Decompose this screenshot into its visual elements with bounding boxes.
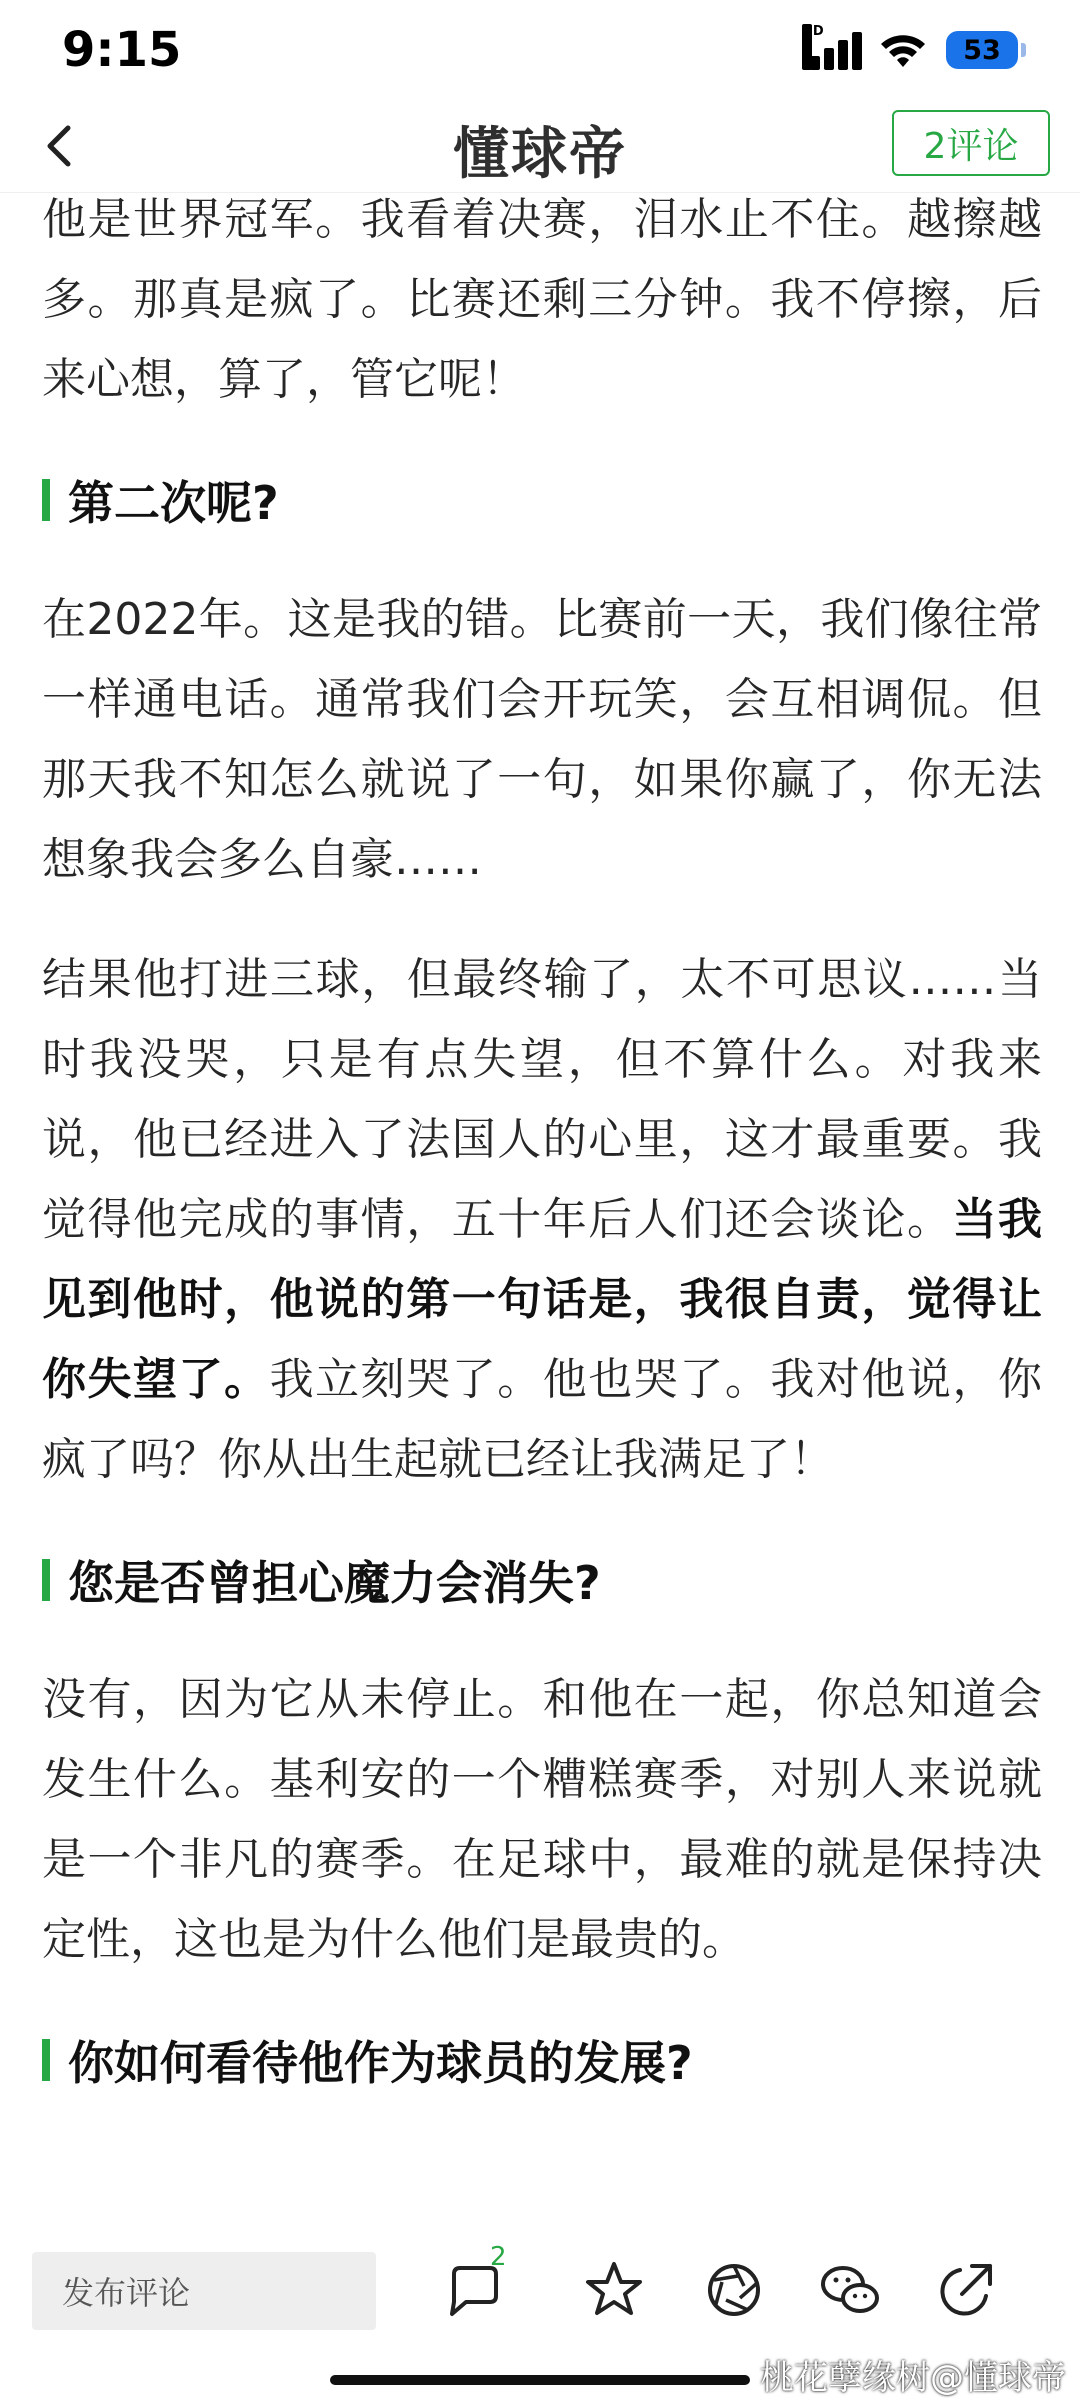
cellular-signal-icon <box>802 24 860 70</box>
comment-count-badge: 2 <box>490 2242 507 2272</box>
status-time: 9:15 <box>62 22 182 78</box>
paragraph-text: 我立刻哭了。他也哭了。我对他说，你疯了吗？你从出生起就已经让我满足了！ <box>42 1354 1043 1485</box>
article-paragraph: 没有，因为它从未停止。和他在一起，你总知道会发生什么。基利安的一个糟糕赛季，对别人来说就是一个非凡的赛季。在足球中，最难的就是保持决定性，这也是为什么他们是最贵的。 <box>42 1674 1042 1965</box>
comment-bubble-icon[interactable] <box>440 2242 508 2324</box>
article-paragraph: 在2022年。这是我的错。比赛前一天，我们像往常一样通电话。通常我们会开玩笑，会互相调侃。但那天我不知怎么就说了一句，如果你赢了，你无法想象我会多么自豪…… <box>42 594 1042 885</box>
article-body <box>42 180 1042 2100</box>
section-heading <box>42 1540 1042 1620</box>
home-indicator <box>330 2375 750 2385</box>
watermark-text: 桃花孽缘树@懂球帝 <box>760 2358 1066 2398</box>
comments-button[interactable]: 2评论 <box>892 110 1050 176</box>
section-heading-text: 你如何看待他作为球员的发展? <box>68 2036 693 2090</box>
section-heading <box>42 2020 1042 2100</box>
wechat-icon[interactable] <box>816 2256 884 2324</box>
star-icon[interactable] <box>580 2256 648 2324</box>
bottom-action-bar <box>0 2226 1080 2400</box>
section-heading-text: 您是否曾担心魔力会消失? <box>68 1556 601 1610</box>
status-bar <box>0 0 1080 100</box>
comment-input[interactable]: 发布评论 <box>32 2252 376 2330</box>
share-arrow-icon[interactable] <box>932 2256 1000 2324</box>
heading-accent-bar <box>42 479 50 521</box>
wifi-icon <box>878 30 928 70</box>
heading-accent-bar <box>42 2039 50 2081</box>
article-paragraph: 他是世界冠军。我看着决赛，泪水止不住。越擦越多。那真是疯了。比赛还剩三分钟。我不停擦，后来心想，算了，管它呢！ <box>42 194 1042 405</box>
camera-aperture-icon[interactable] <box>700 2256 768 2324</box>
heading-accent-bar <box>42 1559 50 1601</box>
network-type-label: HD <box>802 24 812 70</box>
brand-logo: 懂球帝 <box>453 122 627 187</box>
status-icons <box>802 24 1018 72</box>
paragraph-text: 结果他打进三球，但最终输了，太不可思议……当时我没哭，只是有点失望，但不算什么。对我来说，他已经进入了法国人的心里，这才最重要。我觉得他完成的事情，五十年后人们还会谈论。 <box>42 954 1042 1245</box>
section-heading-text: 第二次呢? <box>68 476 279 530</box>
article-paragraph <box>42 940 1042 1500</box>
battery-icon: 53 <box>946 31 1018 69</box>
paragraph-bold-text: 当我见到他时，他说的第一句话是，我很自责，觉得让你失望了。 <box>42 1194 1043 1405</box>
section-heading <box>42 460 1042 540</box>
